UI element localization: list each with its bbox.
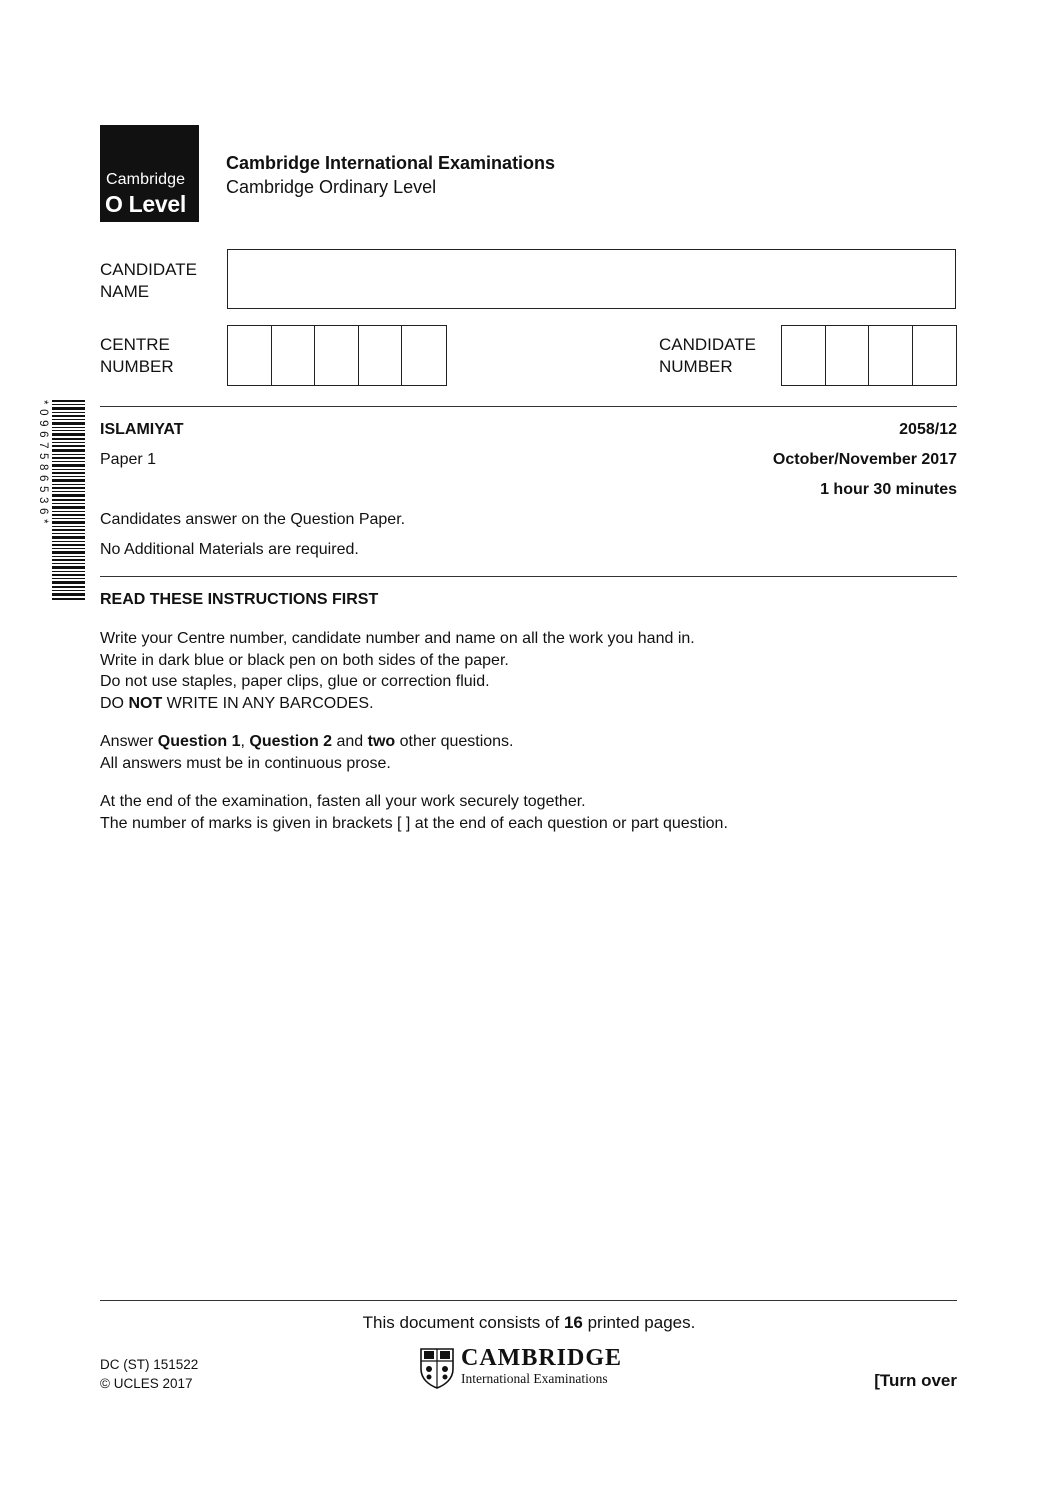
cambridge-wordmark: CAMBRIDGE [461, 1345, 623, 1371]
document-reference [100, 1355, 198, 1393]
materials-note: No Additional Materials are required. [100, 541, 359, 558]
instructions-block-2 [100, 731, 514, 774]
candidate-number-digit-box[interactable] [826, 326, 870, 385]
logo-line2: O Level [105, 191, 186, 217]
cambridge-o-level-logo [100, 125, 199, 222]
barcode [37, 398, 87, 601]
paper-code: 2058/12 [899, 421, 957, 438]
instructions-heading: READ THESE INSTRUCTIONS FIRST [100, 591, 379, 608]
exam-level: Cambridge Ordinary Level [226, 177, 437, 197]
exam-board-title: Cambridge International Examinations [226, 153, 556, 173]
page-count-note: This document consists of 16 printed pages. [362, 1313, 696, 1332]
paper-number: Paper 1 [100, 451, 157, 468]
candidate-number-field[interactable] [781, 325, 957, 386]
instruction-line: Write your Centre number, candidate number and name on all the work you hand in. [100, 630, 695, 647]
centre-number-digit-box[interactable] [228, 326, 272, 385]
turn-over-note: [Turn over [874, 1371, 957, 1390]
copyright-notice: © UCLES 2017 [100, 1376, 193, 1391]
candidate-name-label: CANDIDATE NAME [100, 260, 197, 301]
instruction-line: DO NOT WRITE IN ANY BARCODES. [100, 694, 374, 712]
cambridge-subtitle: International Examinations [461, 1371, 608, 1386]
candidate-number-digit-box[interactable] [782, 326, 826, 385]
candidate-name-field[interactable] [227, 249, 956, 309]
instruction-line: Write in dark blue or black pen on both sides of the paper. [100, 651, 509, 669]
centre-number-digit-box[interactable] [272, 326, 316, 385]
instructions-block-1 [100, 628, 695, 714]
centre-number-field[interactable] [227, 325, 447, 386]
divider [100, 406, 957, 407]
divider [100, 1300, 957, 1301]
candidate-number-digit-box[interactable] [913, 326, 956, 385]
instruction-line: Do not use staples, paper clips, glue or correction fluid. [100, 673, 490, 690]
exam-session: October/November 2017 [772, 451, 957, 468]
barcode-text: *0967586536* [37, 400, 49, 529]
logo-line1: Cambridge [106, 171, 186, 188]
instructions-block-3 [100, 791, 728, 834]
exam-duration: 1 hour 30 minutes [820, 481, 957, 498]
centre-number-digit-box[interactable] [359, 326, 403, 385]
instruction-line: At the end of the examination, fasten all your work securely together. [100, 793, 586, 810]
instruction-line: The number of marks is given in brackets [ ] at the end of each question or part question. [100, 814, 728, 832]
centre-number-digit-box[interactable] [315, 326, 359, 385]
document-code: DC (ST) 151522 [100, 1357, 199, 1372]
candidate-number-digit-box[interactable] [869, 326, 913, 385]
candidate-number-label: CANDIDATE NUMBER [659, 335, 756, 376]
centre-number-label: CENTRE NUMBER [100, 335, 174, 376]
instruction-line: Answer Question 1, Question 2 and two other questions. [100, 733, 514, 750]
answer-on-note: Candidates answer on the Question Paper. [100, 511, 406, 528]
centre-number-digit-box[interactable] [402, 326, 446, 385]
subject-title: ISLAMIYAT [100, 421, 184, 438]
divider [100, 576, 957, 577]
instruction-line: All answers must be in continuous prose. [100, 754, 391, 772]
crest-icon [419, 1347, 455, 1389]
